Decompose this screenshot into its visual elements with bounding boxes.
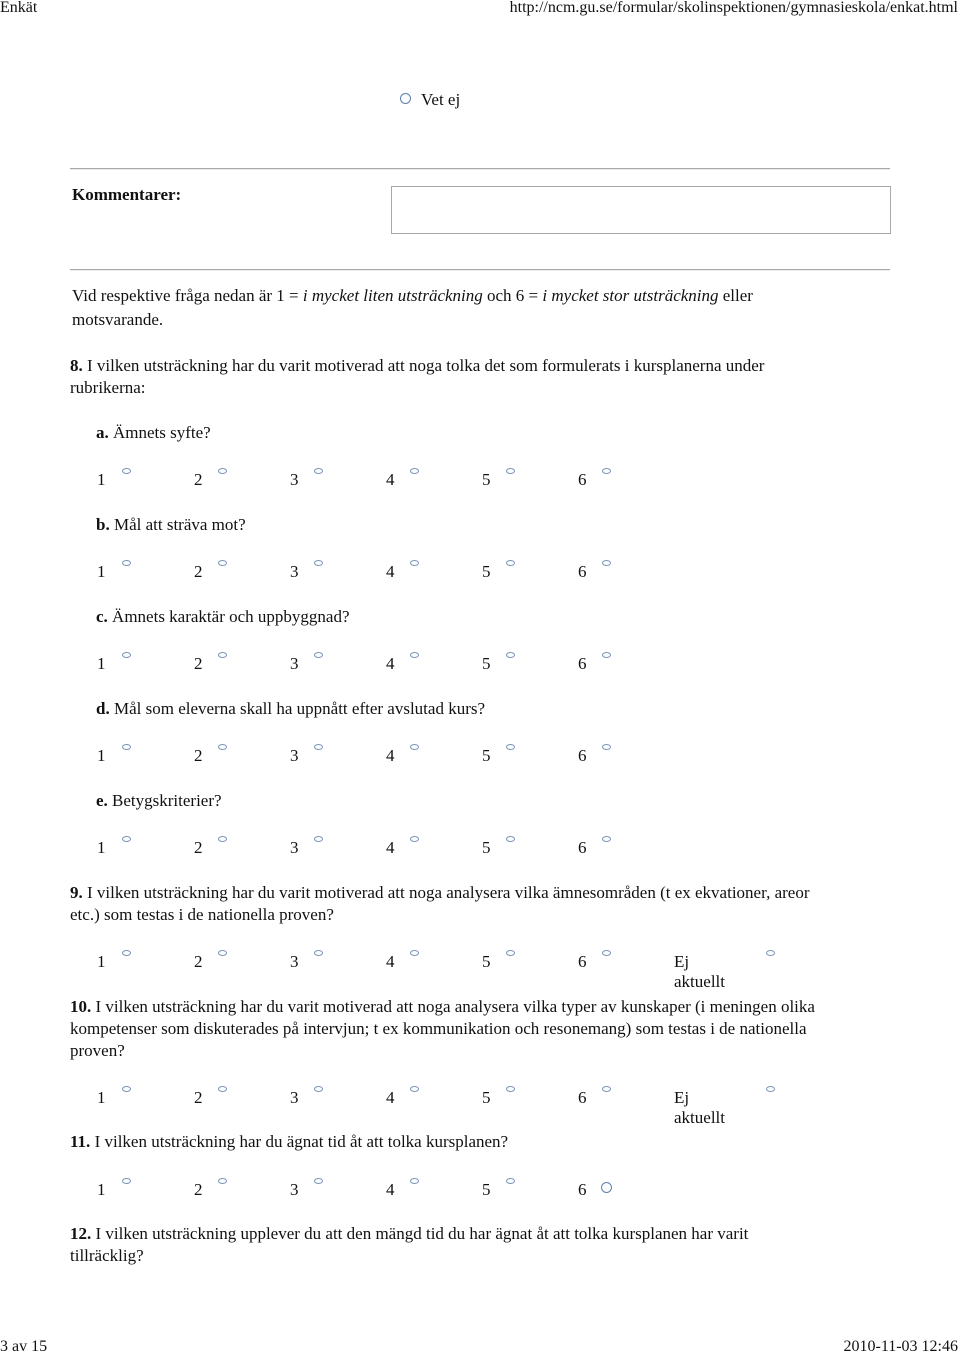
scale-number: 1: [97, 470, 106, 489]
scale-number: 1: [97, 952, 106, 971]
scale-number: 2: [194, 1180, 203, 1199]
scale-number: 2: [194, 654, 203, 673]
scale-number: 4: [386, 1088, 395, 1107]
question-8-line2: rubrikerna:: [70, 378, 146, 397]
rating-row-8d-option-1-radio[interactable]: [122, 744, 131, 750]
scale-number: 5: [482, 562, 491, 581]
rating-row-10-option-2-radio[interactable]: [218, 1086, 227, 1092]
rating-row-8a-option-6-radio[interactable]: [602, 468, 611, 474]
print-datetime: 2010-11-03 12:46: [843, 1338, 958, 1355]
scale-number: 2: [194, 470, 203, 489]
scale-number: 6: [578, 470, 587, 489]
rating-row-9-option-6-radio[interactable]: [602, 950, 611, 956]
rating-row-11-option-4-radio[interactable]: [410, 1178, 419, 1184]
sub-question-c: c. Ämnets karaktär och uppbyggnad?: [96, 607, 350, 626]
scale-number: 4: [386, 952, 395, 971]
ej-aktuellt-label: Ej aktuellt: [674, 952, 725, 991]
rating-row-9-ej-aktuellt-radio[interactable]: [766, 950, 775, 956]
scale-number: 2: [194, 1088, 203, 1107]
rating-row-11-option-6-radio[interactable]: [601, 1182, 612, 1193]
sub-question-b: b. Mål att sträva mot?: [96, 515, 246, 534]
rating-row-10-option-3-radio[interactable]: [314, 1086, 323, 1092]
scale-number: 3: [290, 746, 299, 765]
rating-row-8d-option-4-radio[interactable]: [410, 744, 419, 750]
rating-row-8e-option-1-radio[interactable]: [122, 836, 131, 842]
scale-number: 3: [290, 1088, 299, 1107]
rating-row-10-option-1-radio[interactable]: [122, 1086, 131, 1092]
rating-row-8a-option-3-radio[interactable]: [314, 468, 323, 474]
scale-number: 1: [97, 562, 106, 581]
scale-number: 4: [386, 838, 395, 857]
rating-row-10-ej-aktuellt-radio[interactable]: [766, 1086, 775, 1092]
scale-number: 3: [290, 838, 299, 857]
page-url[interactable]: http://ncm.gu.se/formular/skolinspektionen/gymnasieskola/enkat.html: [509, 0, 958, 16]
divider: [70, 269, 890, 271]
question-11-line1: 11. I vilken utsträckning har du ägnat tid åt att tolka kursplanen?: [70, 1132, 509, 1151]
question-10-line3: proven?: [70, 1041, 125, 1060]
question-8-line1: 8. I vilken utsträckning har du varit motiverad att noga tolka det som formulerats i kursplanerna under: [70, 356, 765, 375]
vet-ej-radio[interactable]: [400, 93, 411, 104]
scale-number: 3: [290, 952, 299, 971]
rating-row-8c-option-3-radio[interactable]: [314, 652, 323, 658]
rating-row-8b-option-6-radio[interactable]: [602, 560, 611, 566]
rating-row-8d-option-2-radio[interactable]: [218, 744, 227, 750]
scale-number: 6: [578, 952, 587, 971]
scale-number: 3: [290, 562, 299, 581]
page-counter: 3 av 15: [0, 1338, 48, 1355]
scale-number: 2: [194, 562, 203, 581]
question-12-line1: 12. I vilken utsträckning upplever du att den mängd tid du har ägnat åt att tolka kursplanen har varit: [70, 1224, 749, 1243]
rating-row-10-option-6-radio[interactable]: [602, 1086, 611, 1092]
rating-row-8e-option-3-radio[interactable]: [314, 836, 323, 842]
comments-input[interactable]: [391, 186, 891, 234]
rating-row-9-option-2-radio[interactable]: [218, 950, 227, 956]
rating-row-8c-option-4-radio[interactable]: [410, 652, 419, 658]
rating-row-8e-option-4-radio[interactable]: [410, 836, 419, 842]
rating-row-8d-option-5-radio[interactable]: [506, 744, 515, 750]
question-9-line1: 9. I vilken utsträckning har du varit motiverad att noga analysera vilka ämnesområden (t ex ekvationer, areor: [70, 883, 810, 902]
question-12-line2: tillräcklig?: [70, 1246, 144, 1265]
rating-row-10-option-4-radio[interactable]: [410, 1086, 419, 1092]
scale-number: 1: [97, 746, 106, 765]
rating-row-11-option-3-radio[interactable]: [314, 1178, 323, 1184]
rating-row-8a-option-1-radio[interactable]: [122, 468, 131, 474]
scale-number: 5: [482, 952, 491, 971]
rating-row-8c-option-5-radio[interactable]: [506, 652, 515, 658]
scale-number: 3: [290, 654, 299, 673]
scale-number: 4: [386, 1180, 395, 1199]
scale-number: 1: [97, 654, 106, 673]
rating-row-9-option-3-radio[interactable]: [314, 950, 323, 956]
instructions-line1: Vid respektive fråga nedan är 1 = i mycket liten utsträckning och 6 = i mycket stor utsträckning eller: [72, 286, 753, 305]
rating-row-9-option-1-radio[interactable]: [122, 950, 131, 956]
rating-row-9-option-4-radio[interactable]: [410, 950, 419, 956]
sub-question-e: e. Betygskriterier?: [96, 791, 222, 810]
question-9-line2: etc.) som testas i de nationella proven?: [70, 905, 334, 924]
scale-number: 4: [386, 654, 395, 673]
scale-number: 5: [482, 1088, 491, 1107]
rating-row-8c-option-6-radio[interactable]: [602, 652, 611, 658]
rating-row-10-option-5-radio[interactable]: [506, 1086, 515, 1092]
scale-number: 3: [290, 470, 299, 489]
scale-number: 5: [482, 746, 491, 765]
scale-number: 6: [578, 654, 587, 673]
rating-row-11-option-5-radio[interactable]: [506, 1178, 515, 1184]
scale-number: 5: [482, 470, 491, 489]
rating-row-8b-option-1-radio[interactable]: [122, 560, 131, 566]
rating-row-8b-option-5-radio[interactable]: [506, 560, 515, 566]
sub-question-d: d. Mål som eleverna skall ha uppnått efter avslutad kurs?: [96, 699, 486, 718]
divider: [70, 168, 890, 170]
question-10-line1: 10. I vilken utsträckning har du varit motiverad att noga analysera vilka typer av kunskaper (i meningen olika: [70, 997, 815, 1016]
scale-number: 2: [194, 746, 203, 765]
scale-number: 6: [578, 838, 587, 857]
scale-number: 4: [386, 562, 395, 581]
rating-row-8b-option-3-radio[interactable]: [314, 560, 323, 566]
rating-row-8e-option-2-radio[interactable]: [218, 836, 227, 842]
question-10-line2: kompetenser som diskuterades på intervjun; t ex kommunikation och resonemang) som testas i de nationella: [70, 1019, 807, 1038]
scale-number: 1: [97, 838, 106, 857]
page-tab-title: Enkät: [0, 0, 38, 16]
scale-number: 5: [482, 1180, 491, 1199]
rating-row-8e-option-5-radio[interactable]: [506, 836, 515, 842]
scale-number: 6: [578, 1088, 587, 1107]
scale-number: 2: [194, 838, 203, 857]
scale-number: 6: [578, 746, 587, 765]
rating-row-8e-option-6-radio[interactable]: [602, 836, 611, 842]
rating-row-9-option-5-radio[interactable]: [506, 950, 515, 956]
scale-number: 6: [578, 562, 587, 581]
scale-number: 1: [97, 1088, 106, 1107]
rating-row-8a-option-2-radio[interactable]: [218, 468, 227, 474]
rating-row-8d-option-6-radio[interactable]: [602, 744, 611, 750]
rating-row-8c-option-1-radio[interactable]: [122, 652, 131, 658]
rating-row-8a-option-4-radio[interactable]: [410, 468, 419, 474]
ej-aktuellt-label: Ej aktuellt: [674, 1088, 725, 1127]
rating-row-8c-option-2-radio[interactable]: [218, 652, 227, 658]
rating-row-8b-option-4-radio[interactable]: [410, 560, 419, 566]
sub-question-a: a. Ämnets syfte?: [96, 423, 211, 442]
rating-row-11-option-2-radio[interactable]: [218, 1178, 227, 1184]
rating-row-8a-option-5-radio[interactable]: [506, 468, 515, 474]
scale-number: 4: [386, 746, 395, 765]
scale-number: 4: [386, 470, 395, 489]
scale-number: 2: [194, 952, 203, 971]
rating-row-8b-option-2-radio[interactable]: [218, 560, 227, 566]
scale-number: 6: [578, 1180, 587, 1199]
rating-row-11-option-1-radio[interactable]: [122, 1178, 131, 1184]
scale-number: 3: [290, 1180, 299, 1199]
instructions-line2: motsvarande.: [72, 310, 164, 329]
rating-row-8d-option-3-radio[interactable]: [314, 744, 323, 750]
scale-number: 5: [482, 654, 491, 673]
scale-number: 5: [482, 838, 491, 857]
scale-number: 1: [97, 1180, 106, 1199]
comments-label: Kommentarer:: [72, 185, 182, 204]
vet-ej-label: Vet ej: [421, 90, 461, 109]
